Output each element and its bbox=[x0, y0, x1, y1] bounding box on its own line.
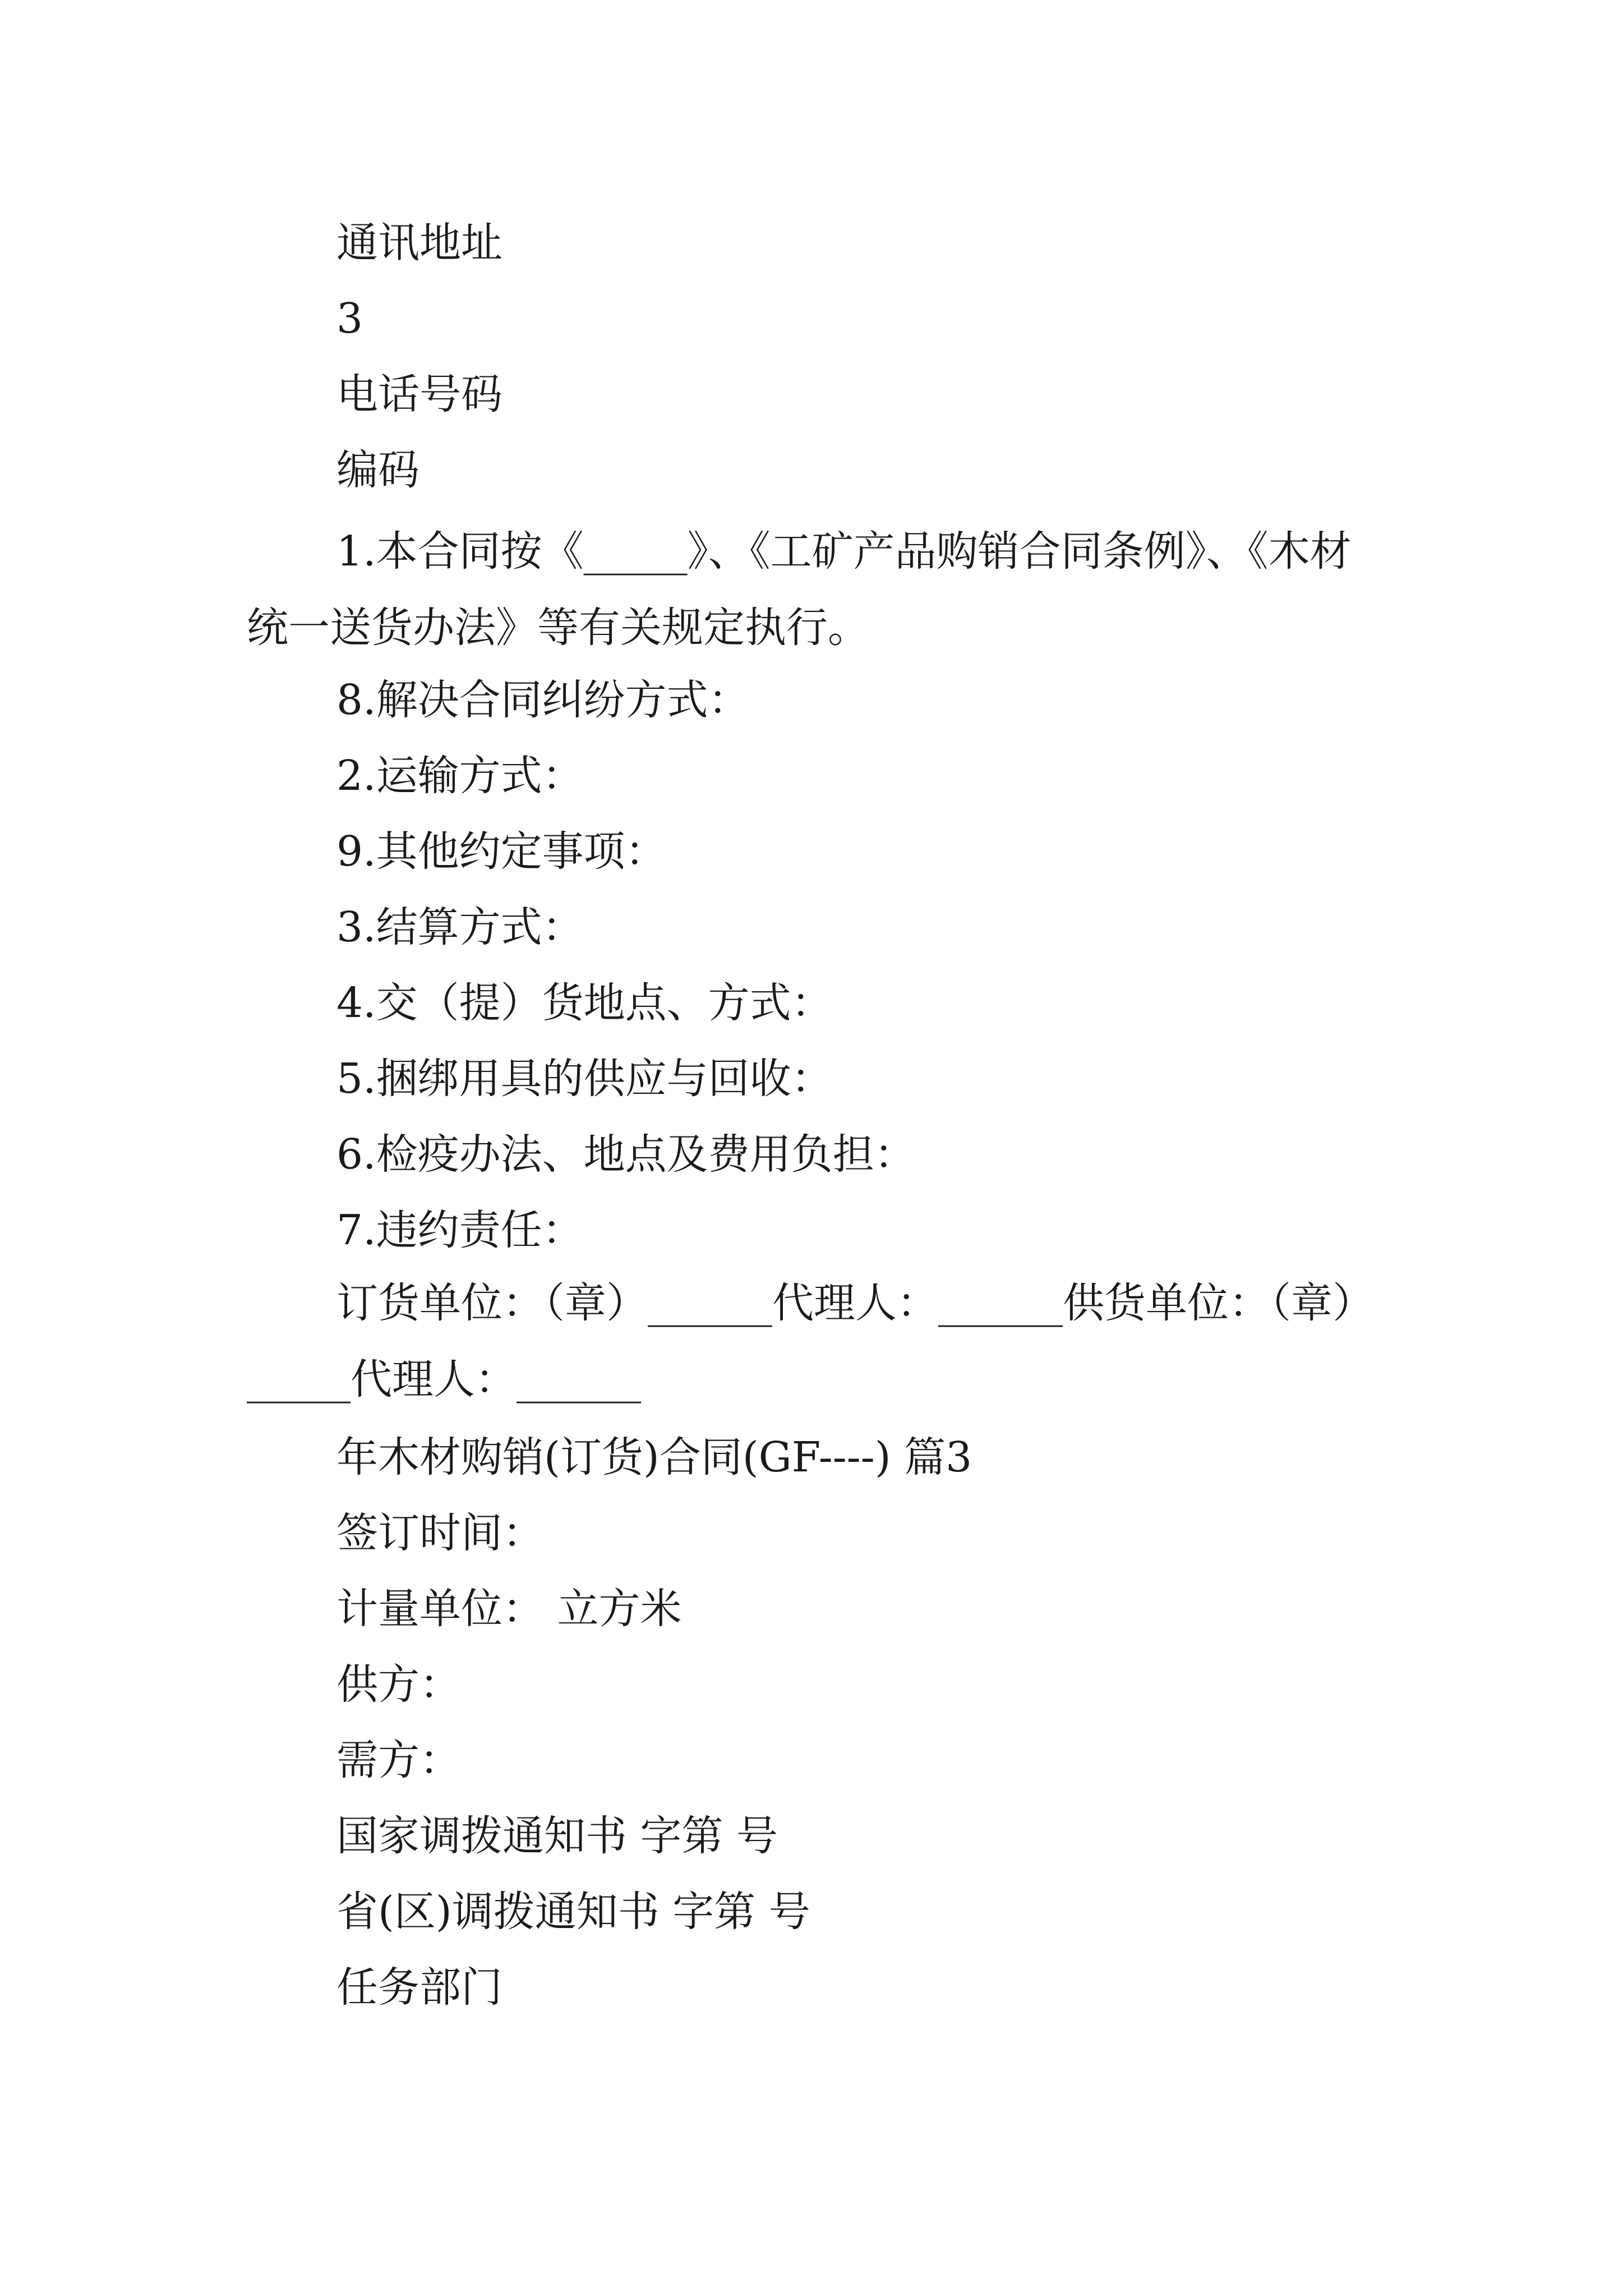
text-line: 签订时间： bbox=[336, 1509, 544, 1557]
text-line: 2.运输方式： bbox=[336, 752, 584, 800]
text-line: 任务部门 bbox=[336, 1963, 502, 2012]
text-line: 供方： bbox=[336, 1660, 461, 1709]
text-line: 3.结算方式： bbox=[336, 903, 584, 951]
signature-line: 订货单位：（章）______代理人：______供货单位：（章）_____代理人：______ bbox=[247, 1279, 1374, 1404]
text-line: 电话号码 bbox=[336, 370, 502, 418]
text-line: 5.捆绑用具的供应与回收： bbox=[336, 1055, 833, 1103]
text-line: 7.违约责任： bbox=[336, 1206, 584, 1254]
paragraph: 1.本合同按《_____》、《工矿产品购销合同条例》、《木材统一送货办法》等有关规定执行。 bbox=[247, 527, 1352, 652]
text-line: 6.检疫办法、地点及费用负担： bbox=[336, 1130, 916, 1179]
text-line: 3 bbox=[336, 295, 363, 343]
text-line: 8.解决合同纠纷方式： bbox=[336, 676, 750, 724]
section-heading: 年木材购销(订货)合同(GF----) 篇3 bbox=[336, 1433, 972, 1481]
text-line: 需方： bbox=[336, 1736, 461, 1784]
text-line: 国家调拨通知书 字第 号 bbox=[336, 1812, 778, 1860]
text-line: 9.其他约定事项： bbox=[336, 827, 667, 876]
text-line: 通讯地址 bbox=[336, 219, 502, 267]
text-line: 省(区)调拨通知书 字第 号 bbox=[336, 1888, 810, 1936]
text-line: 计量单位： 立方米 bbox=[336, 1585, 682, 1633]
text-line: 编码 bbox=[336, 446, 419, 494]
text-line: 4.交（提）货地点、方式： bbox=[336, 979, 833, 1027]
